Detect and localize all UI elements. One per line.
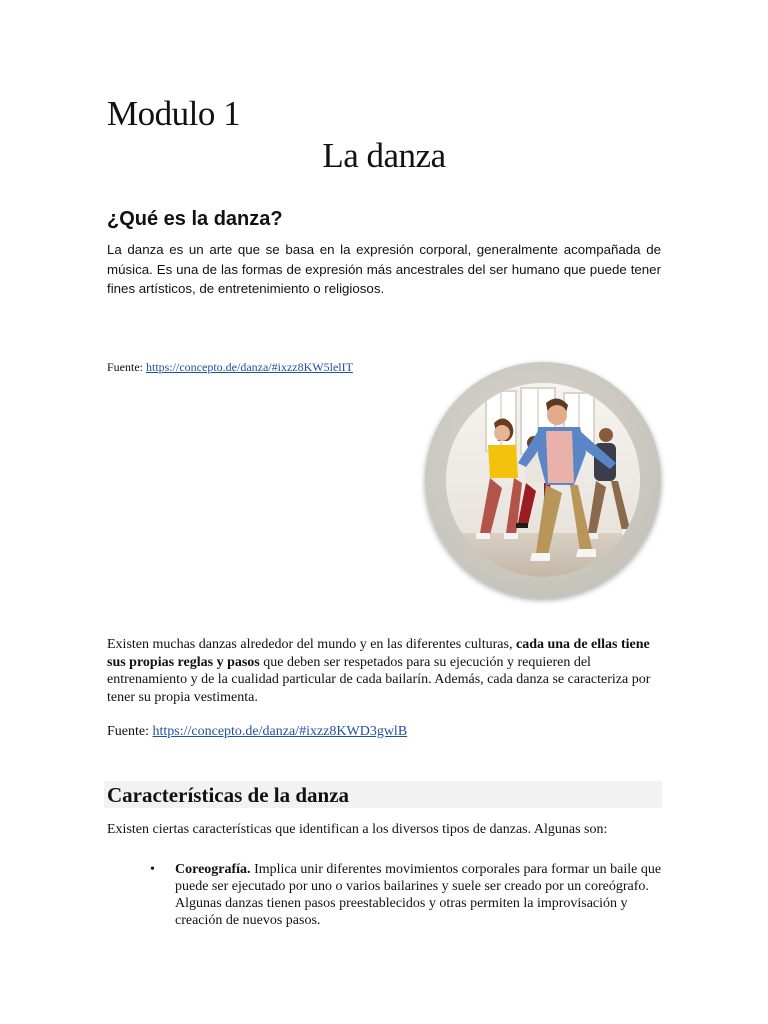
list-item-text: Implica unir diferentes movimientos corporales para formar un baile que puede ser ejecutado por uno o varios bailarines y suele ser creado por un coreógrafo. Algunas danzas tienen pasos preestablecidos y otras permiten la improvisación y creación de nuevos pasos. [175,862,662,928]
document-title: La danza [322,136,446,175]
section-heading: Características de la danza [107,783,350,807]
dance-photo-frame [425,362,661,598]
source-link-1[interactable]: https://concepto.de/danza/#ixzz8KW5lelIT [146,360,353,374]
list-item-term: Coreografía. [175,862,251,877]
characteristics-list [150,861,662,929]
dance-photo [446,383,640,577]
dances-paragraph [107,636,652,706]
bullet-icon: • [150,862,155,877]
list-item [150,861,662,929]
module-title: Modulo 1 [107,94,241,133]
source-label: Fuente: [107,360,146,374]
source-citation-1 [107,359,353,375]
para2-text-end: que deben ser respetados para su ejecución y requieren del entrenamiento y de la cualidad particular de cada bailarín. Además, cada danza se caracteriza por tener su propia vestimenta. [107,654,651,705]
question-heading: ¿Qué es la danza? [107,208,283,230]
source-label: Fuente: [107,724,153,739]
source-citation-2 [107,724,407,740]
characteristics-intro: Existen ciertas características que identifican a los diversos tipos de danzas. Algunas son: [107,822,608,837]
para2-bold-phrase: cada una de ellas tiene sus propias reglas y pasos [107,637,650,670]
intro-paragraph: La danza es un arte que se basa en la expresión corporal, generalmente acompañada de música. Es una de las formas de expresión más ancestrales del ser humano que puede tener fines artísticos, de entretenimiento o religiosos. [107,242,661,296]
source-link-2[interactable]: https://concepto.de/danza/#ixzz8KWD3gwlB [152,724,408,739]
para2-text-start: Existen muchas danzas alrededor del mundo y en las diferentes culturas, [107,637,516,652]
